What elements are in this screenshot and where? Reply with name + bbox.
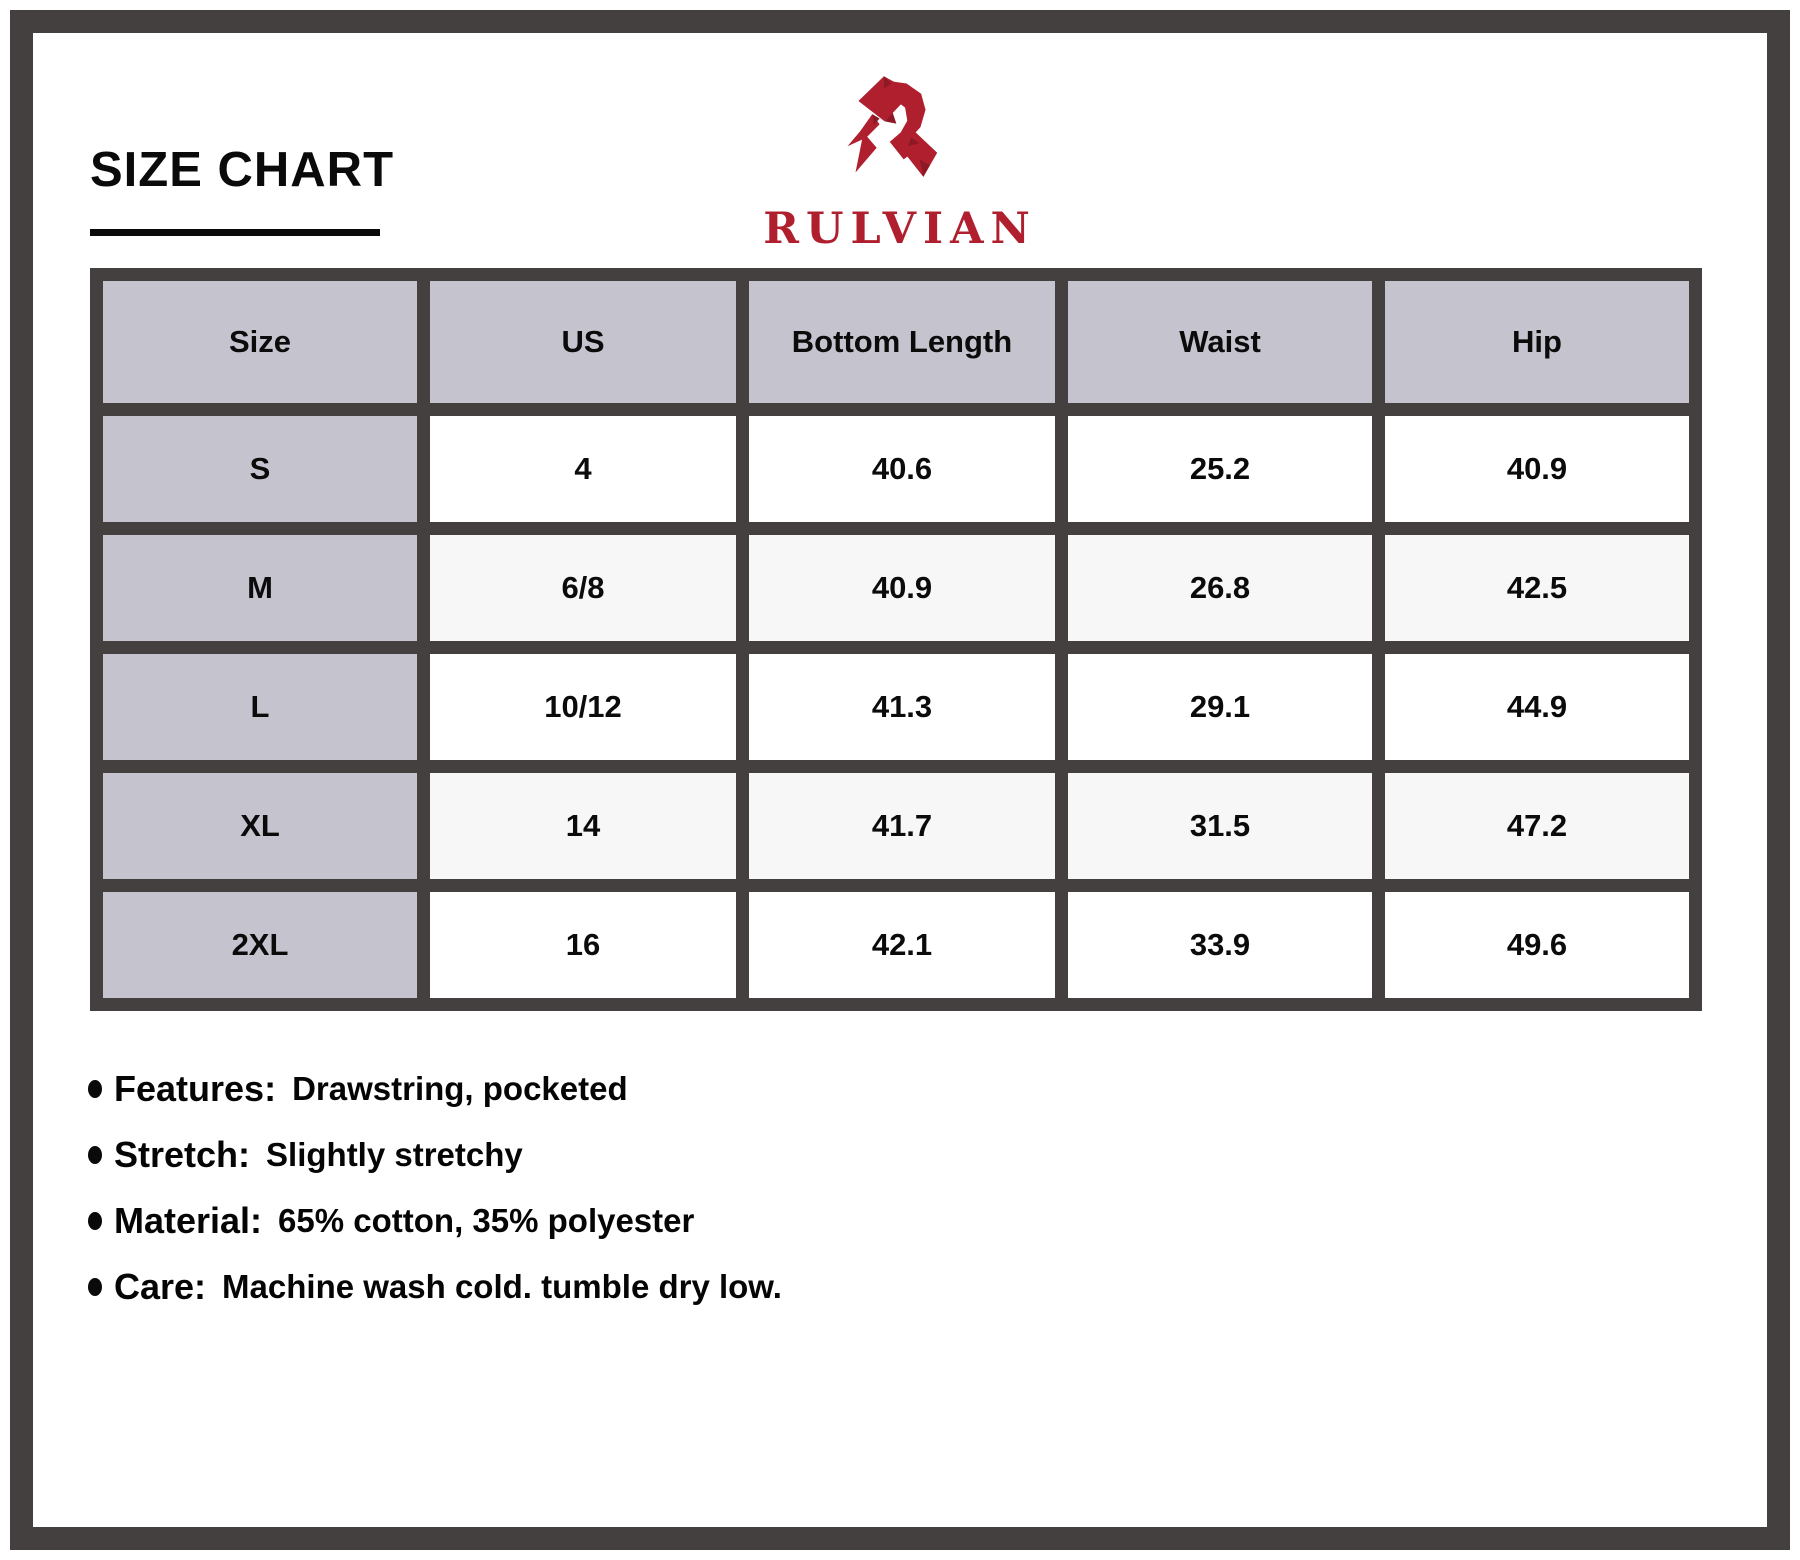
table-row [103, 773, 1689, 879]
bullet-icon [88, 1080, 102, 1098]
detail-label: Material: [114, 1200, 263, 1241]
detail-item-care [88, 1264, 782, 1310]
table-row [103, 654, 1689, 760]
header-cell-waist: Waist [1068, 281, 1372, 403]
header-cell-hip: Hip [1385, 281, 1689, 403]
value-cell: 44.9 [1385, 654, 1689, 760]
value-cell: 40.9 [1385, 416, 1689, 522]
detail-item-material [88, 1198, 782, 1244]
size-cell: 2XL [103, 892, 417, 998]
value-cell: 49.6 [1385, 892, 1689, 998]
value-cell: 4 [430, 416, 736, 522]
value-cell: 10/12 [430, 654, 736, 760]
value-cell: 31.5 [1068, 773, 1372, 879]
value-cell: 42.5 [1385, 535, 1689, 641]
value-cell: 41.3 [749, 654, 1055, 760]
size-cell: M [103, 535, 417, 641]
title-underline [90, 229, 380, 236]
detail-value: 65% cotton, 35% polyester [278, 1202, 695, 1239]
value-cell: 25.2 [1068, 416, 1372, 522]
value-cell: 29.1 [1068, 654, 1372, 760]
detail-label: Care: [114, 1266, 207, 1307]
detail-value: Drawstring, pocketed [292, 1070, 628, 1107]
detail-label: Stretch: [114, 1134, 251, 1175]
size-cell: XL [103, 773, 417, 879]
value-cell: 26.8 [1068, 535, 1372, 641]
value-cell: 42.1 [749, 892, 1055, 998]
value-cell: 14 [430, 773, 736, 879]
header-cell-size: Size [103, 281, 417, 403]
table-row [103, 416, 1689, 522]
value-cell: 16 [430, 892, 736, 998]
detail-value: Machine wash cold. tumble dry low. [222, 1268, 782, 1305]
brand-wordmark: RULVIAN [763, 204, 1037, 254]
size-chart-table [90, 268, 1702, 1011]
value-cell: 41.7 [749, 773, 1055, 879]
table-row [103, 535, 1689, 641]
bullet-icon [88, 1278, 102, 1296]
value-cell: 47.2 [1385, 773, 1689, 879]
value-cell: 33.9 [1068, 892, 1372, 998]
header-cell-bottom-length: Bottom Length [749, 281, 1055, 403]
detail-item-features [88, 1066, 782, 1112]
table-row [103, 892, 1689, 998]
table-header-row [103, 281, 1689, 403]
value-cell: 40.9 [749, 535, 1055, 641]
detail-item-stretch [88, 1132, 782, 1178]
value-cell: 6/8 [430, 535, 736, 641]
value-cell: 40.6 [749, 416, 1055, 522]
bullet-icon [88, 1212, 102, 1230]
page-title: SIZE CHART [90, 143, 394, 197]
bullet-icon [88, 1146, 102, 1164]
size-cell: S [103, 416, 417, 522]
details-list [88, 1066, 782, 1310]
brand-logo-icon [838, 56, 962, 200]
size-cell: L [103, 654, 417, 760]
detail-value: Slightly stretchy [266, 1136, 523, 1173]
detail-label: Features: [114, 1068, 277, 1109]
header-cell-us: US [430, 281, 736, 403]
